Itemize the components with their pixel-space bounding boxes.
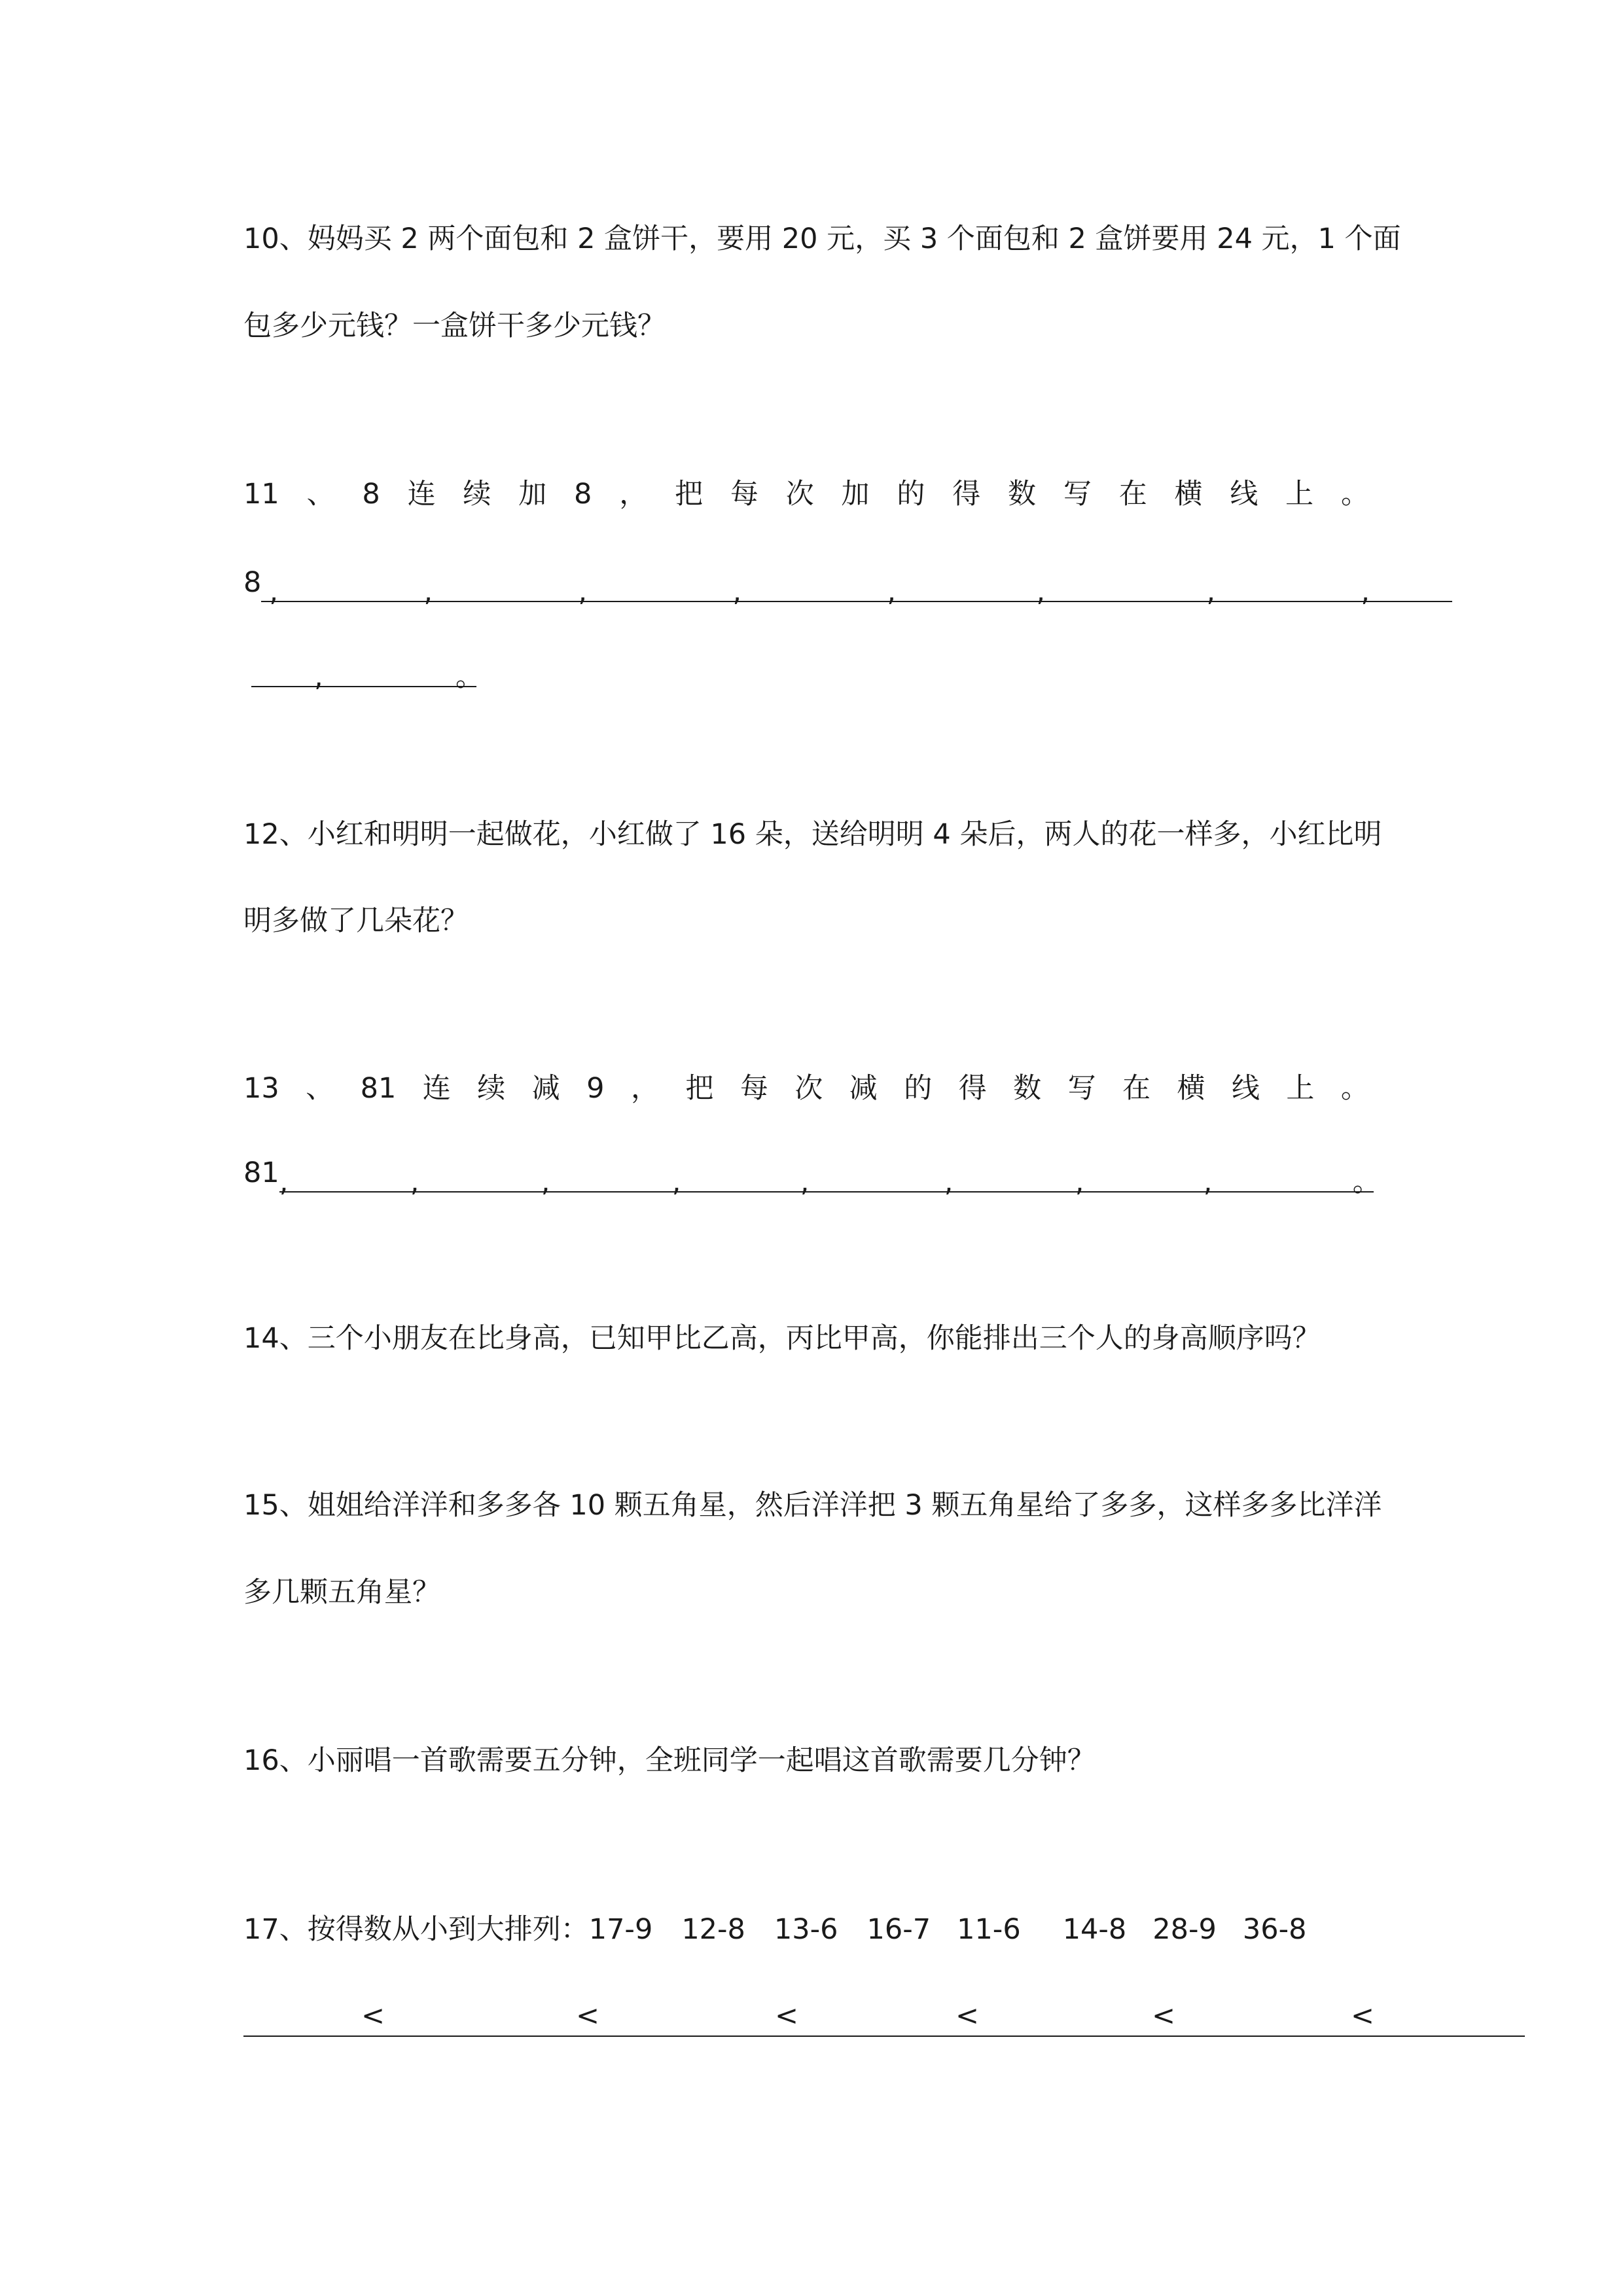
q17-line1 xyxy=(243,1910,1306,1949)
q11-heading-token: 连 xyxy=(407,478,436,511)
q13-comma: , xyxy=(800,1166,810,1198)
q17-expression: 12-8 xyxy=(681,1913,745,1946)
q11-heading-token: 线 xyxy=(1230,478,1258,511)
q11-heading-token: 每 xyxy=(730,478,758,511)
q17-expression: 36-8 xyxy=(1242,1913,1307,1946)
less-than-sign: < xyxy=(576,2000,600,2032)
q11-end: 。 xyxy=(455,660,484,693)
q11-comma: , xyxy=(1361,575,1370,608)
q17-answer-line[interactable] xyxy=(243,1996,1525,2037)
q13-comma: , xyxy=(410,1166,419,1198)
q11-heading-token: 得 xyxy=(952,478,981,511)
q17-expression: 28-9 xyxy=(1152,1913,1217,1946)
q11-heading-token: 11 xyxy=(243,478,279,511)
q15-line2: 多几颗五角星？ xyxy=(243,1576,440,1609)
q13-comma: , xyxy=(541,1166,550,1198)
q17-expression: 16-7 xyxy=(866,1913,931,1946)
q13-heading-token: 减 xyxy=(531,1072,560,1105)
q16-line1: 16、小丽唱一首歌需要五分钟，全班同学一起唱这首歌需要几分钟？ xyxy=(243,1744,1096,1777)
q13-comma: , xyxy=(1203,1166,1213,1198)
q11-heading-token: 在 xyxy=(1118,478,1147,511)
q10-line2: 包多少元钱？一盒饼干多少元钱？ xyxy=(243,310,666,342)
q10-line1: 10、妈妈买 2 两个面包和 2 盒饼干，要用 20 元，买 3 个面包和 2 盒饼要用 24 元，1 个面 xyxy=(243,223,1401,255)
q13-heading-token: 把 xyxy=(685,1072,714,1105)
q11-heading-token: 上 xyxy=(1285,478,1314,511)
q12-line2: 明多做了几朵花？ xyxy=(243,905,469,937)
q13-heading-token: 横 xyxy=(1177,1072,1205,1105)
q11-comma: , xyxy=(1206,575,1216,608)
q11-heading-token: 加 xyxy=(518,478,547,511)
q13-start-value: 81 xyxy=(243,1157,279,1189)
q13-heading-token: 次 xyxy=(794,1072,823,1105)
q13-heading-token: 上 xyxy=(1286,1072,1315,1105)
q15-line1: 15、姐姐给洋洋和多多各 10 颗五角星，然后洋洋把 3 颗五角星给了多多，这样多多比洋洋 xyxy=(243,1489,1382,1522)
q13-heading-token: 。 xyxy=(1340,1072,1369,1105)
q13-heading-token: 、 xyxy=(306,1072,334,1105)
q13-comma: , xyxy=(1075,1166,1084,1198)
less-than-sign: < xyxy=(1351,2000,1375,2032)
q13-heading-token: ， xyxy=(630,1072,659,1105)
q11-comma: , xyxy=(1036,575,1046,608)
q11-heading-token: 。 xyxy=(1341,478,1369,511)
q11-comma: , xyxy=(732,575,742,608)
q11-heading-token: 次 xyxy=(785,478,814,511)
q13-end: 。 xyxy=(1352,1166,1381,1198)
q11-heading-token: 把 xyxy=(675,478,704,511)
q11-heading-token: 写 xyxy=(1063,478,1092,511)
q11-heading-token: 8 xyxy=(362,478,380,511)
q17-expression: 14-8 xyxy=(1062,1913,1127,1946)
q13-heading-token: 减 xyxy=(849,1072,878,1105)
q13-heading-token: 续 xyxy=(477,1072,506,1105)
less-than-sign: < xyxy=(1152,2000,1176,2032)
q11-comma: , xyxy=(314,660,323,693)
q11-heading-token: 续 xyxy=(463,478,491,511)
q11-blank-row2[interactable] xyxy=(251,657,484,693)
q17-prompt: 17、按得数从小到大排列： xyxy=(243,1913,589,1946)
q11-heading-token: ， xyxy=(619,478,648,511)
q17-expression: 13-6 xyxy=(774,1913,838,1946)
q13-heading-token: 9 xyxy=(586,1072,605,1105)
q13-heading-token: 线 xyxy=(1231,1072,1260,1105)
q11-heading-token: 数 xyxy=(1008,478,1037,511)
q11-comma: , xyxy=(578,575,588,608)
q13-heading-token: 的 xyxy=(904,1072,933,1105)
q13-heading-token: 得 xyxy=(958,1072,987,1105)
q11-comma: , xyxy=(269,575,279,608)
q13-heading-token: 13 xyxy=(243,1072,279,1105)
q11-heading-token: 的 xyxy=(897,478,925,511)
q13-heading-token: 写 xyxy=(1067,1072,1096,1105)
q17-expression: 11-6 xyxy=(957,1913,1021,1946)
q11-start-value: 8 xyxy=(243,566,262,599)
q12-line1: 12、小红和明明一起做花，小红做了 16 朵，送给明明 4 朵后，两人的花一样多，小红比明 xyxy=(243,818,1382,851)
q11-heading-token: 、 xyxy=(306,478,335,511)
q11-comma: , xyxy=(423,575,433,608)
q11-answer-line2 xyxy=(251,648,484,693)
q11-comma: , xyxy=(887,575,897,608)
q14-line1: 14、三个小朋友在比身高，已知甲比乙高，丙比甲高，你能排出三个人的身高顺序吗？ xyxy=(243,1322,1321,1355)
less-than-sign: < xyxy=(775,2000,799,2032)
q13-heading-token: 81 xyxy=(360,1072,397,1105)
q13-comma: , xyxy=(671,1166,681,1198)
less-than-sign: < xyxy=(955,2000,980,2032)
q13-heading-token: 数 xyxy=(1013,1072,1042,1105)
less-than-sign: < xyxy=(361,2000,385,2032)
q11-heading-token: 横 xyxy=(1174,478,1203,511)
q13-heading-token: 每 xyxy=(740,1072,768,1105)
q13-heading-token: 在 xyxy=(1122,1072,1151,1105)
q11-heading xyxy=(243,475,1369,514)
q13-answer-line xyxy=(243,1153,1381,1198)
q11-heading-token: 8 xyxy=(574,478,592,511)
q13-heading xyxy=(243,1069,1369,1108)
q13-heading-token: 连 xyxy=(422,1072,451,1105)
q11-blank-row[interactable] xyxy=(261,572,1452,608)
q17-expression: 17-9 xyxy=(588,1913,653,1946)
q13-comma: , xyxy=(279,1166,289,1198)
q11-heading-token: 加 xyxy=(841,478,870,511)
q17-expression-list xyxy=(589,1913,1307,1946)
q13-comma: , xyxy=(944,1166,954,1198)
q13-blank-row[interactable] xyxy=(279,1162,1381,1198)
q11-answer-line xyxy=(243,563,1452,608)
